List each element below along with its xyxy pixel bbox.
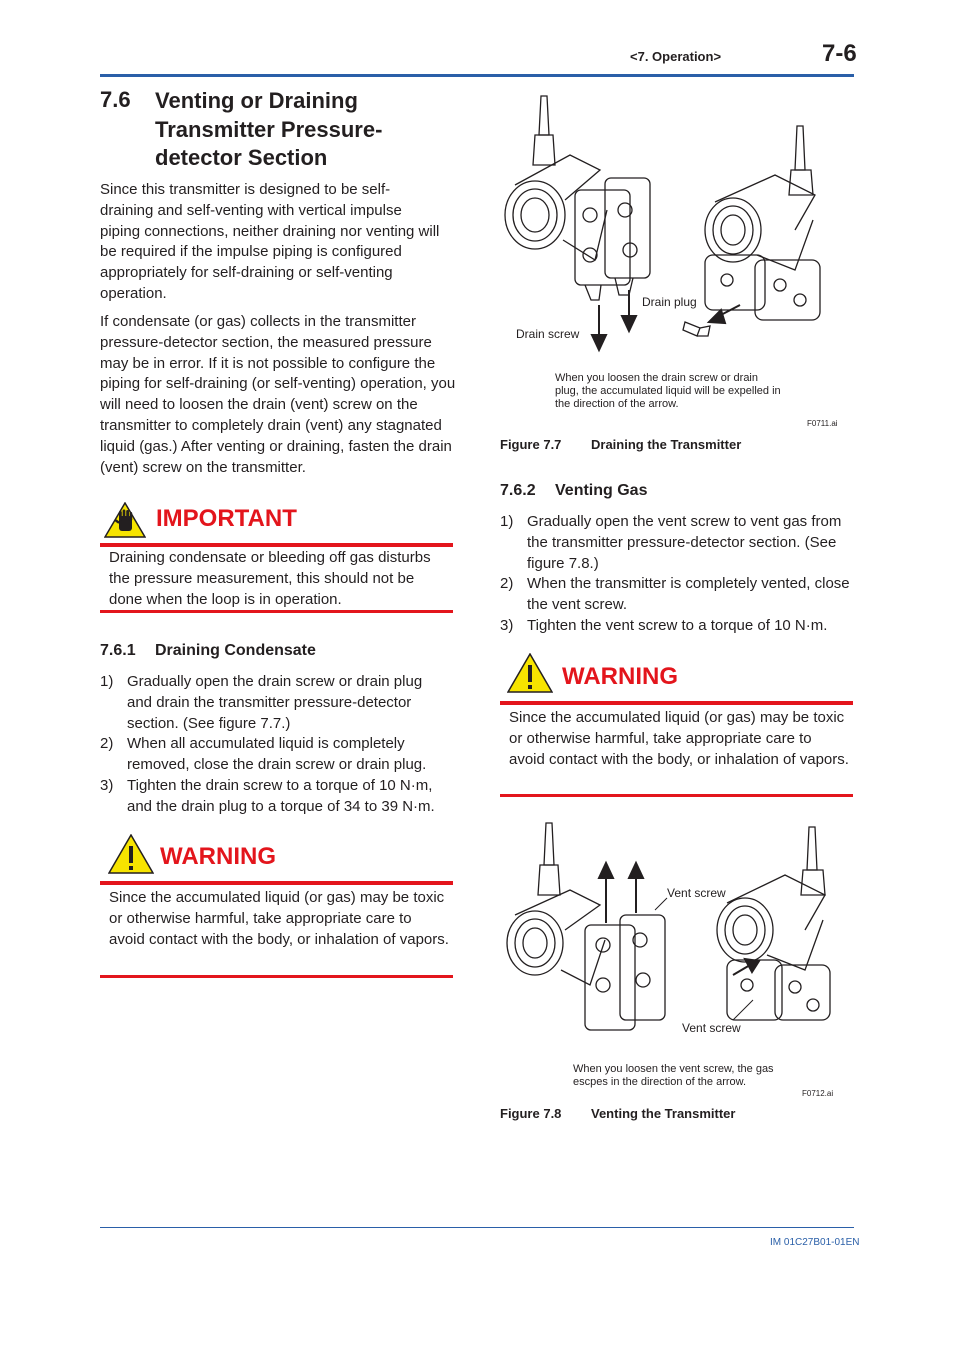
important-text: Draining condensate or bleeding off gas disturbs the pressure measurement, this should not be done when the loop is in operation.	[109, 549, 431, 608]
warning-title: WARNING	[160, 843, 276, 870]
label-drain-screw: Drain screw	[516, 327, 580, 341]
warning-text: Since the accumulated liquid (or gas) may be toxic or otherwise harmful, take appropriate care to avoid contact with the body, or inhalation of vapors.	[509, 709, 849, 768]
list-item: 3) Tighten the drain screw to a torque of 10 N·m, and the drain plug to a torque of 34 to 39 N·m.	[100, 776, 435, 815]
warning-top-bar	[500, 701, 853, 705]
figure-7-7-note: When you loosen the drain screw or drain plug, the accumulated liquid will be expelled in the direction of the arrow.	[555, 372, 781, 410]
warning-icon-box	[108, 834, 154, 874]
important-icon-box	[104, 502, 146, 538]
figure-7-8-illustration	[495, 815, 840, 1055]
figure-7-8-file: F0712.ai	[802, 1089, 834, 1098]
figure-7-7-illustration	[495, 90, 840, 360]
exclamation-triangle-icon	[108, 834, 154, 874]
list-item: 1) Gradually open the drain screw or drain plug and drain the transmitter pressure-detector section. (See figure 7.7.)	[100, 673, 423, 732]
section-title-line: Venting or Draining	[155, 88, 358, 113]
subsection-draining-heading	[100, 642, 316, 660]
header-chapter: <7. Operation>	[630, 49, 722, 64]
footer-rule	[100, 1227, 854, 1228]
figure-7-8-caption: Figure 7.8 Venting the Transmitter	[500, 1106, 736, 1121]
header-rule	[100, 74, 854, 77]
section-title-line: Transmitter Pressure-	[155, 116, 383, 142]
label-drain-plug: Drain plug	[642, 295, 697, 309]
exclamation-triangle-icon	[507, 653, 553, 693]
subsection-venting-heading	[500, 482, 647, 500]
warning-bottom-bar	[500, 794, 853, 797]
section-number: 7.6	[100, 87, 131, 112]
warning-title: WARNING	[562, 663, 678, 690]
list-item: 1) Gradually open the vent screw to vent gas from the transmitter pressure-detector section. (See figure 7.8.)	[500, 513, 842, 572]
intro-paragraph-2: If condensate (or gas) collects in the transmitter pressure-detector section, the measured pressure may be in error. If it is not possible to configure the piping for self-draining (or self-venting) operation, you will need to loosen the drain (vent) screw on the transmitter to completely drain (vent) any stagnated liquid (gas.) After venting or draining, fasten the drain (vent) screw on the transmitter.	[100, 313, 456, 476]
hand-stop-icon	[104, 502, 146, 538]
section-title-line: detector Section	[155, 145, 328, 170]
footer-doc-id: IM 01C27B01-01EN	[770, 1237, 860, 1248]
section-title	[155, 87, 455, 173]
important-top-bar	[100, 543, 453, 547]
venting-transmitter-drawing	[495, 815, 840, 1055]
draining-steps	[100, 672, 450, 818]
subsection-title: Venting Gas	[555, 482, 648, 499]
page-number: 7-6	[822, 40, 857, 67]
important-bottom-bar	[100, 610, 453, 613]
warning-top-bar	[100, 881, 453, 885]
subsection-number: 7.6.1	[100, 642, 136, 659]
list-item: 2) When the transmitter is completely vented, close the vent screw.	[500, 575, 850, 614]
subsection-number: 7.6.2	[500, 482, 536, 499]
label-vent-screw-top: Vent screw	[667, 886, 726, 900]
list-item: 2) When all accumulated liquid is completely removed, close the drain screw or drain plug.	[100, 735, 427, 774]
venting-steps	[500, 512, 852, 637]
list-item: 3) Tighten the vent screw to a torque of 10 N·m.	[500, 616, 828, 634]
figure-7-7-file: F0711.ai	[807, 419, 838, 428]
subsection-title: Draining Condensate	[155, 642, 316, 659]
draining-transmitter-drawing	[495, 90, 840, 360]
warning-text: Since the accumulated liquid (or gas) may be toxic or otherwise harmful, take appropriate care to avoid contact with the body, or inhalation of vapors.	[109, 889, 449, 948]
warning-icon-box	[507, 653, 553, 693]
label-vent-screw-bottom: Vent screw	[682, 1021, 741, 1035]
figure-7-7-caption: Figure 7.7 Draining the Transmitter	[500, 437, 742, 452]
intro-paragraph-1: Since this transmitter is designed to be self-draining and self-venting with vertical impulse piping connections, neither draining nor venting will be required if the impulse piping is configured appropriately for self-draining or self-venting operation.	[100, 181, 440, 302]
figure-7-8-note: When you loosen the vent screw, the gas escpes in the direction of the arrow.	[573, 1063, 774, 1088]
important-title: IMPORTANT	[156, 505, 297, 532]
warning-bottom-bar	[100, 975, 453, 978]
